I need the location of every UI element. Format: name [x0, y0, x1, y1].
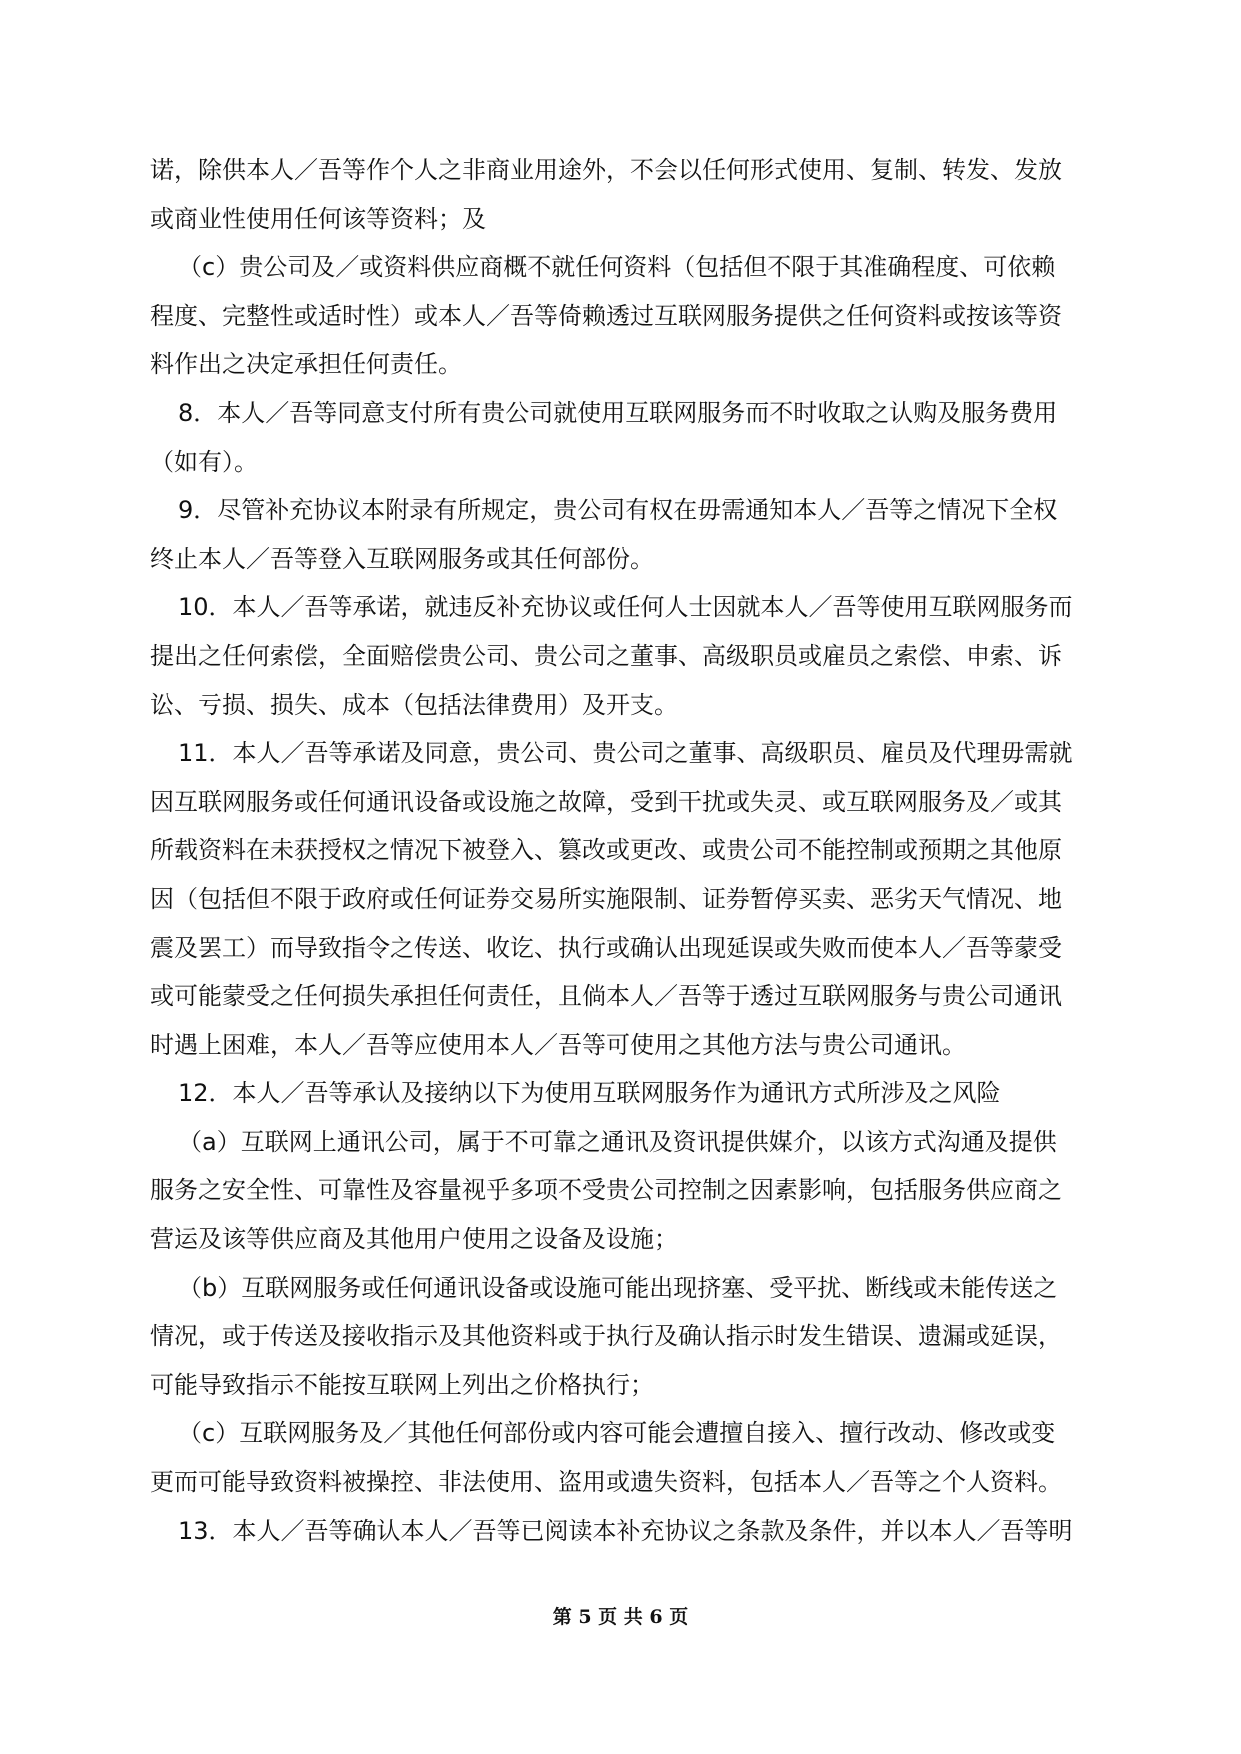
text-line: 营运及该等供应商及其他用户使用之设备及设施；: [150, 1225, 678, 1254]
text-line: 料作出之决定承担任何责任。: [150, 350, 462, 379]
text-line: （如有）。: [150, 447, 258, 476]
text-line: 10．本人／吾等承诺，就违反补充协议或任何人士因就本人／吾等使用互联网服务而: [178, 593, 1073, 622]
text-line: 程度、完整性或适时性）或本人／吾等倚赖透过互联网服务提供之任何资料或按该等资: [150, 301, 1062, 330]
text-line: 或商业性使用任何该等资料；及: [150, 204, 486, 233]
text-line: 终止本人／吾等登入互联网服务或其任何部份。: [150, 544, 654, 573]
text-line: （c）互联网服务及／其他任何部份或内容可能会遭擅自接入、擅行改动、修改或变: [178, 1419, 1056, 1448]
text-line: 讼、亏损、损失、成本（包括法律费用）及开支。: [150, 690, 678, 719]
text-line: （a）互联网上通讯公司，属于不可靠之通讯及资讯提供媒介，以该方式沟通及提供: [178, 1127, 1057, 1156]
text-line: 或可能蒙受之任何损失承担任何责任，且倘本人／吾等于透过互联网服务与贵公司通讯: [150, 982, 1062, 1011]
text-line: 11．本人／吾等承诺及同意，贵公司、贵公司之董事、高级职员、雇员及代理毋需就: [178, 739, 1073, 768]
text-line: 提出之任何索偿，全面赔偿贵公司、贵公司之董事、高级职员或雇员之索偿、申索、诉: [150, 641, 1062, 670]
text-line: 时遇上困难，本人／吾等应使用本人／吾等可使用之其他方法与贵公司通讯。: [150, 1030, 966, 1059]
text-line: 8．本人／吾等同意支付所有贵公司就使用互联网服务而不时收取之认购及服务费用: [178, 398, 1058, 427]
text-line: 因（包括但不限于政府或任何证券交易所实施限制、证券暂停买卖、恶劣天气情况、地: [150, 884, 1062, 913]
text-line: 因互联网服务或任何通讯设备或设施之故障，受到干扰或失灵、或互联网服务及／或其: [150, 787, 1062, 816]
text-line: 可能导致指示不能按互联网上列出之价格执行；: [150, 1370, 654, 1399]
text-line: 服务之安全性、可靠性及容量视乎多项不受贵公司控制之因素影响，包括服务供应商之: [150, 1176, 1062, 1205]
document-body: [150, 146, 1095, 1555]
page-footer: 第 5 页 共 6 页: [552, 1606, 689, 1628]
text-line: 9．尽管补充协议本附录有所规定，贵公司有权在毋需通知本人／吾等之情况下全权: [178, 496, 1058, 525]
text-line: 诺，除供本人／吾等作个人之非商业用途外，不会以任何形式使用、复制、转发、发放: [150, 156, 1062, 184]
text-line: 13．本人／吾等确认本人／吾等已阅读本补充协议之条款及条件，并以本人／吾等明: [178, 1516, 1073, 1545]
text-line: 12．本人／吾等承认及接纳以下为使用互联网服务作为通讯方式所涉及之风险: [178, 1079, 1001, 1108]
text-line: 更而可能导致资料被操控、非法使用、盗用或遗失资料，包括本人／吾等之个人资料。: [150, 1468, 1062, 1497]
text-line: 所载资料在未获授权之情况下被登入、篡改或更改、或贵公司不能控制或预期之其他原: [150, 836, 1062, 865]
text-line: （c）贵公司及／或资料供应商概不就任何资料（包括但不限于其准确程度、可依赖: [178, 253, 1056, 282]
text-line: 情况，或于传送及接收指示及其他资料或于执行及确认指示时发生错误、遗漏或延误，: [150, 1322, 1062, 1351]
text-line: （b）互联网服务或任何通讯设备或设施可能出现挤塞、受平扰、断线或未能传送之: [178, 1273, 1058, 1302]
text-line: 震及罢工）而导致指令之传送、收讫、执行或确认出现延误或失败而使本人／吾等蒙受: [150, 933, 1062, 962]
